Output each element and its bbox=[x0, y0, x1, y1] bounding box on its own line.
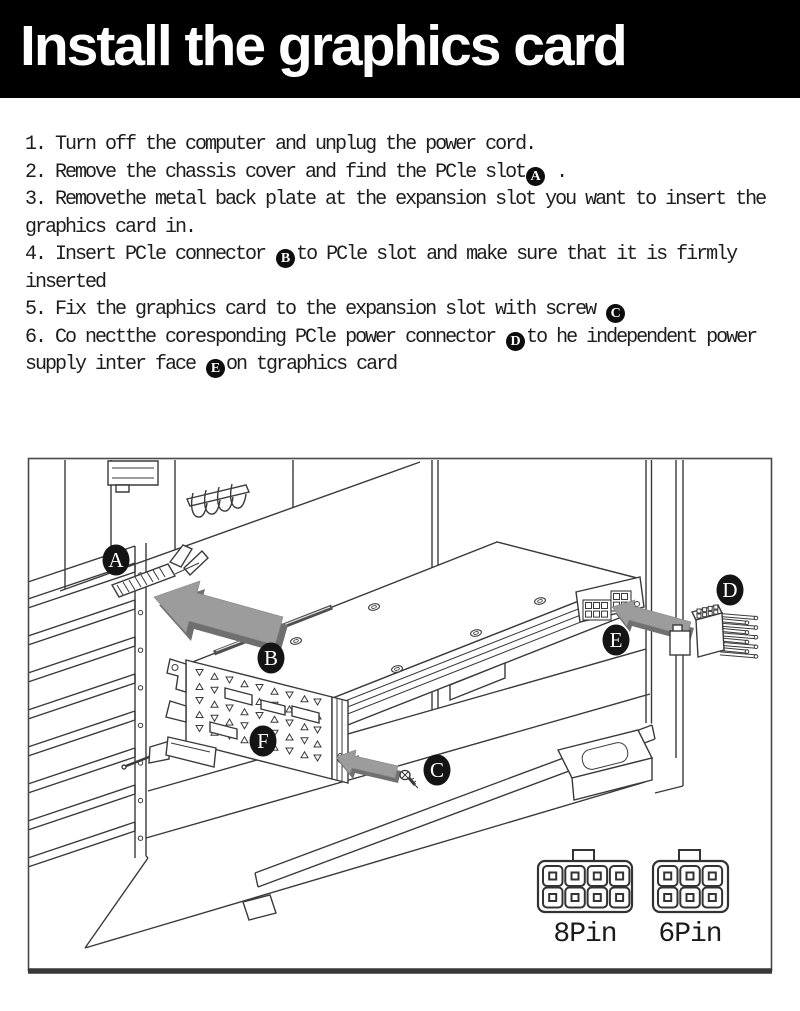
bracket-edge-bar bbox=[332, 697, 348, 783]
mounting-screw bbox=[400, 770, 418, 788]
instruction-text: 4. Insert PCle connector bbox=[25, 243, 276, 266]
circled-letter: B bbox=[276, 249, 295, 268]
graphics-card-drawing bbox=[122, 542, 644, 783]
label-6pin: 6Pin bbox=[658, 919, 722, 950]
motherboard-slot-connector bbox=[108, 461, 158, 492]
circled-letter: A bbox=[526, 167, 545, 186]
bracket-tabs bbox=[166, 659, 186, 722]
pin-cells-6 bbox=[658, 866, 722, 908]
circled-letter: E bbox=[206, 359, 225, 378]
instruction-text: to PCle slot and make sure that it is firmly bbox=[296, 243, 737, 266]
instruction-text: inserted bbox=[25, 270, 106, 294]
label-b: B bbox=[263, 646, 279, 670]
slot-clip-hooks bbox=[187, 484, 249, 517]
circled-letter: C bbox=[606, 304, 625, 323]
label-c: C bbox=[429, 758, 445, 782]
instruction-text: graphics card in. bbox=[25, 215, 196, 239]
label-8pin: 8Pin bbox=[553, 919, 617, 950]
instruction-text: 1. Turn off the computer and unplug the power cord. bbox=[25, 133, 536, 156]
label-d: D bbox=[722, 578, 738, 602]
connector-8pin-diagram bbox=[538, 850, 632, 912]
page-title: Install the graphics card bbox=[20, 14, 626, 78]
label-a: A bbox=[108, 548, 124, 572]
insert-arrow-to-slot bbox=[154, 581, 288, 653]
circled-letter: D bbox=[506, 332, 525, 351]
bracket-rail-screw-holes bbox=[138, 573, 142, 841]
instruction-text: 5. Fix the graphics card to the expansion slot with screw bbox=[25, 298, 606, 321]
label-f: F bbox=[257, 729, 269, 753]
instruction-text: . bbox=[546, 160, 567, 184]
instruction-text: 2. Remove the chassis cover and find the PCle slot bbox=[25, 160, 526, 184]
connector-6pin-diagram bbox=[653, 850, 728, 912]
label-e: E bbox=[609, 628, 623, 652]
instruction-text: on tgraphics card bbox=[226, 353, 397, 376]
instruction-text: 3. Removethe metal back plate at the expansion slot you want to insert the bbox=[25, 188, 766, 211]
instruction-text: supply inter face bbox=[25, 353, 206, 376]
expansion-slot-covers bbox=[28, 563, 135, 867]
instruction-text: 6. Co nectthe coresponding PCle power connector bbox=[25, 325, 506, 349]
instruction-text: to he independent power bbox=[526, 325, 757, 349]
